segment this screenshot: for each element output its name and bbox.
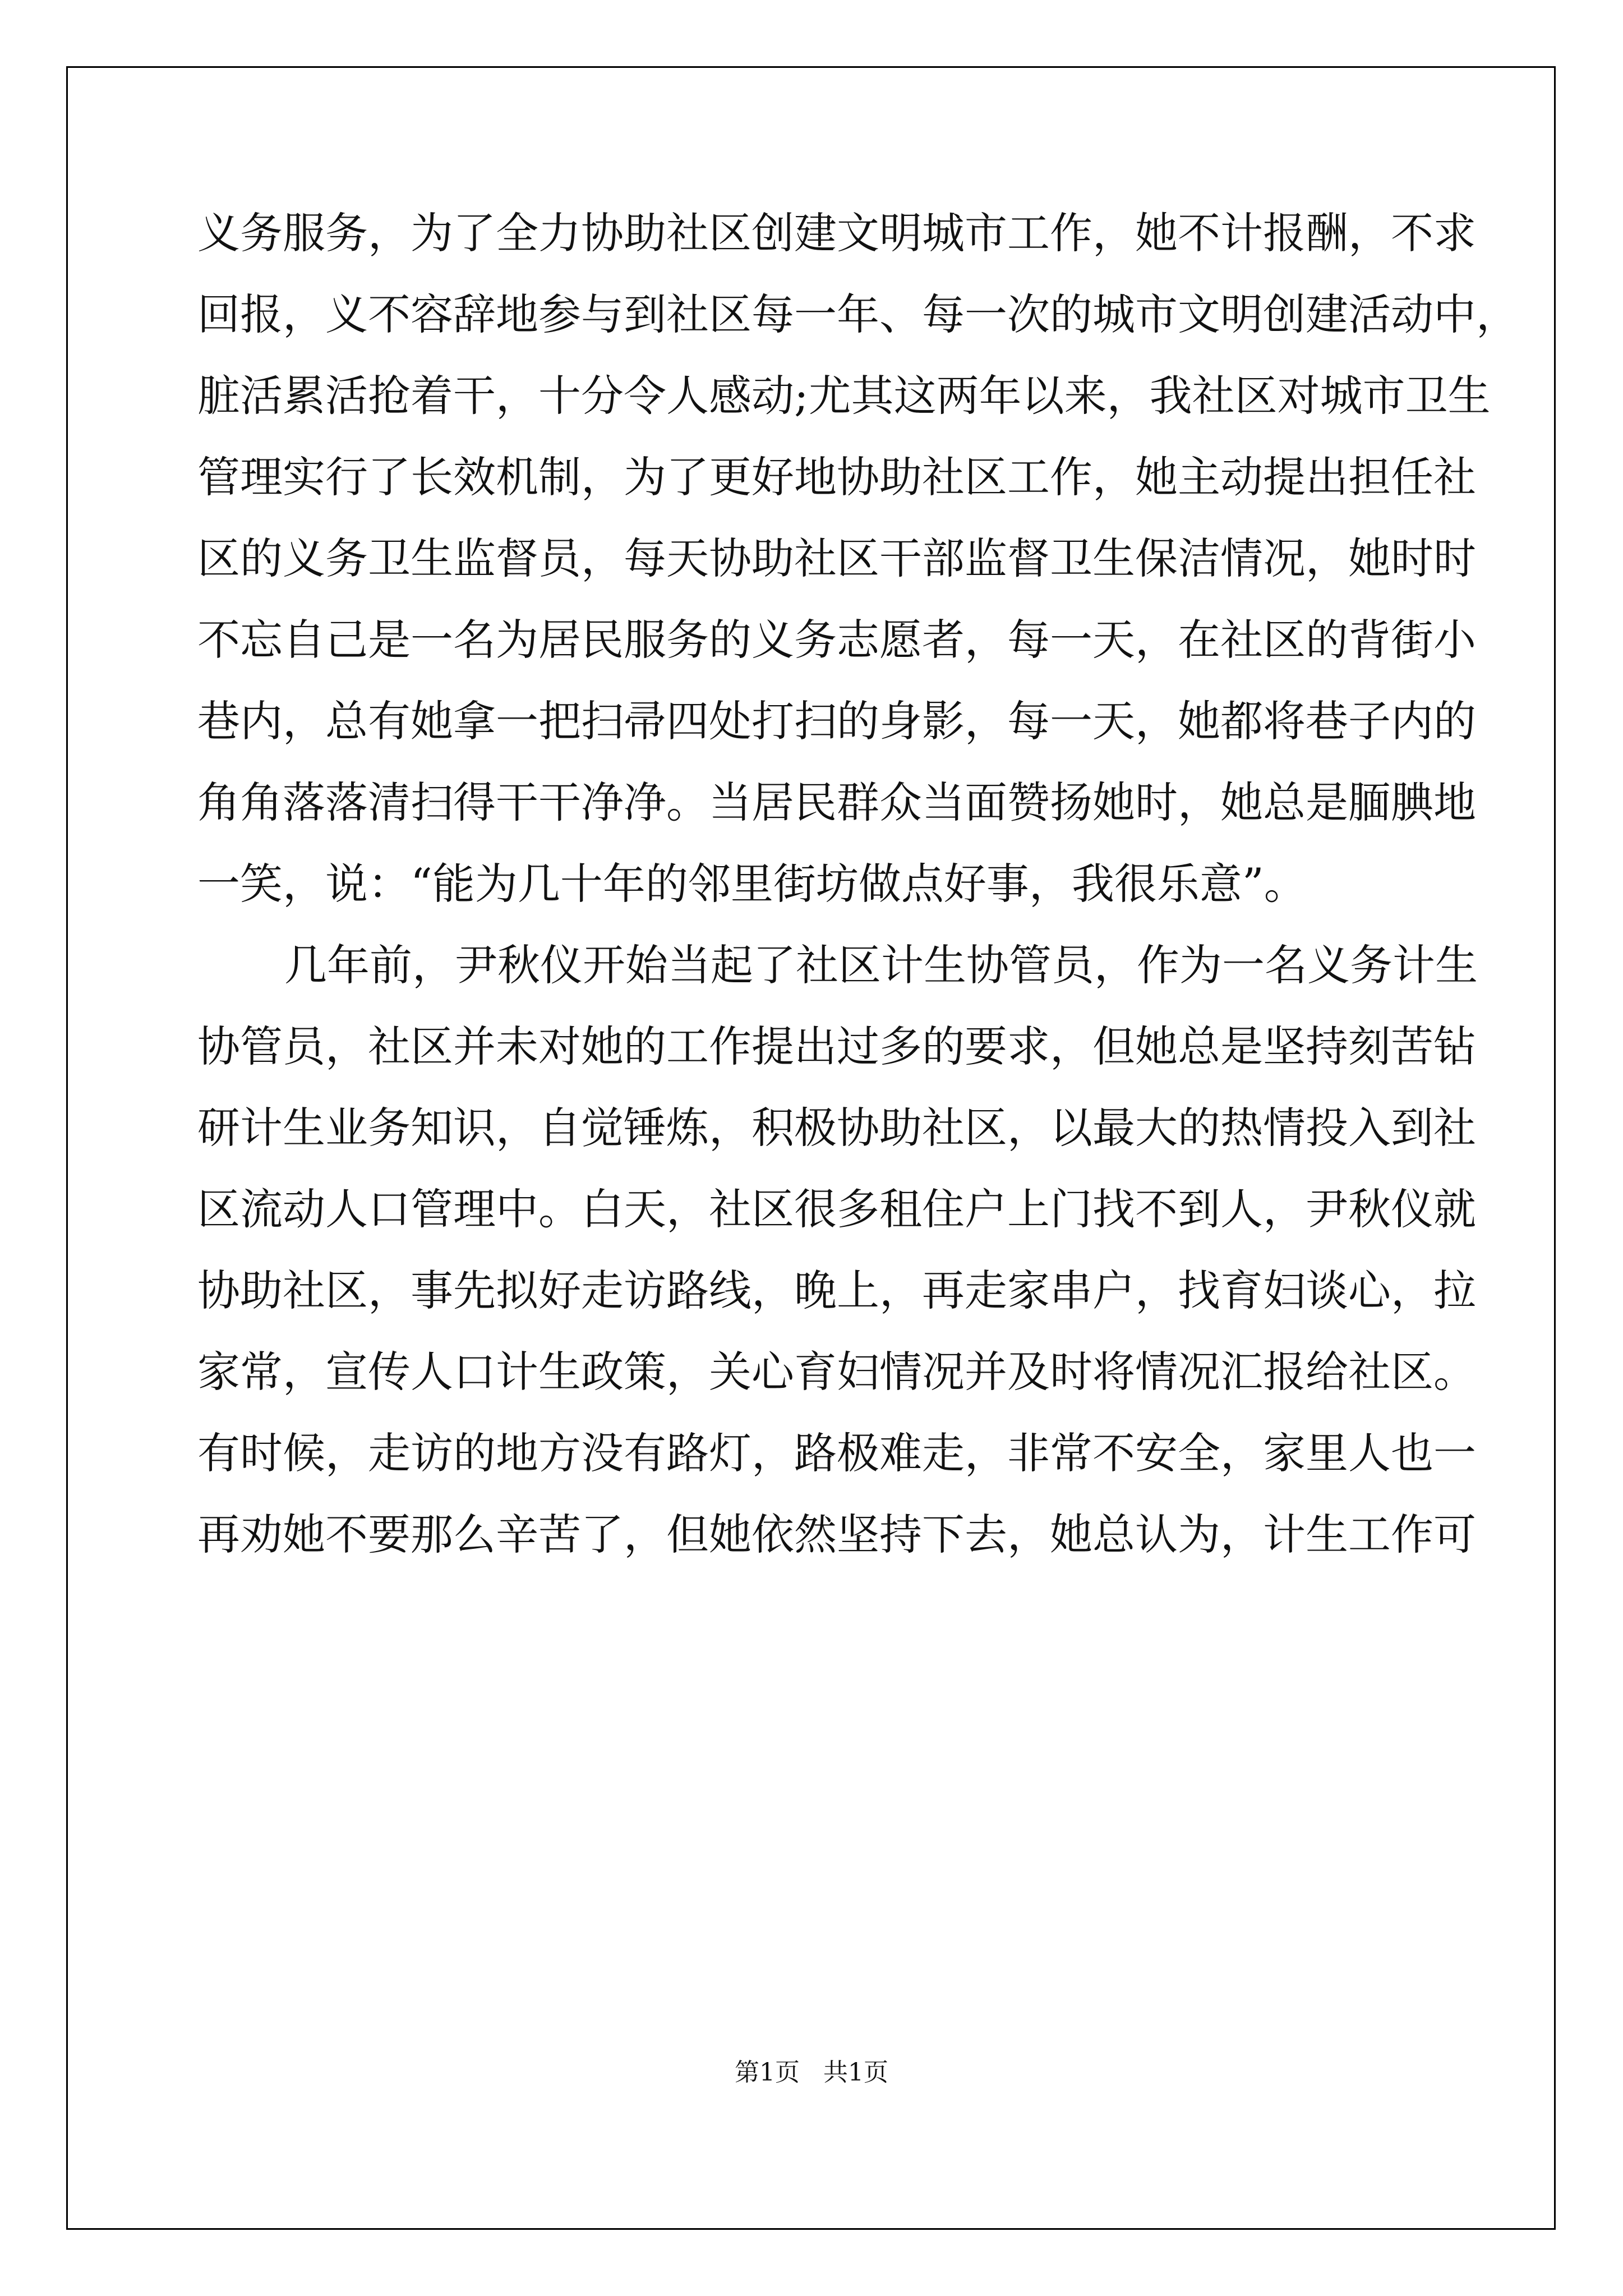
page-footer: 第1页 共1页: [735, 2058, 888, 2087]
paragraph-1: [197, 208, 1519, 944]
text-line: 协管员，社区并未对她的工作提出过多的要求，但她总是坚持刻苦钻: [197, 1022, 1476, 1071]
text-line: 回报，义不容辞地参与到社区每一年、每一次的城市文明创建活动中，: [197, 289, 1519, 339]
text-line: 家常，宣传人口计生政策，关心育妇情况并及时将情况汇报给社区。: [197, 1347, 1476, 1397]
text-line: 义务服务，为了全力协助社区创建文明城市工作，她不计报酬，不求: [197, 208, 1476, 258]
text-line: 区的义务卫生监督员，每天协助社区干部监督卫生保洁情况，她时时: [197, 533, 1476, 583]
text-line: 协助社区，事先拟好走访路线，晚上，再走家串户，找育妇谈心，拉: [197, 1266, 1476, 1315]
text-line: 不忘自己是一名为居民服务的义务志愿者，每一天，在社区的背街小: [197, 615, 1476, 665]
document-body: [197, 208, 1519, 1595]
text-line: 管理实行了长效机制，为了更好地协助社区工作，她主动提出担任社: [197, 452, 1476, 502]
text-line: 区流动人口管理中。白天，社区很多租住户上门找不到人，尹秋仪就: [197, 1184, 1476, 1234]
text-line: 角角落落清扫得干干净净。当居民群众当面赞扬她时，她总是腼腆地: [197, 777, 1476, 827]
text-line: 研计生业务知识，自觉锤炼，积极协助社区，以最大的热情投入到社: [197, 1103, 1476, 1153]
text-line: 脏活累活抢着干，十分令人感动;尤其这两年以来，我社区对城市卫生: [197, 371, 1491, 421]
paragraph-2: [197, 940, 1478, 1595]
text-line: 一笑，说：“能为几十年的邻里街坊做点好事，我很乐意”。: [197, 859, 1307, 909]
text-line: 有时候，走访的地方没有路灯，路极难走，非常不安全，家里人也一: [197, 1428, 1476, 1478]
text-line: 巷内，总有她拿一把扫帚四处打扫的身影，每一天，她都将巷子内的: [197, 696, 1476, 746]
text-line: 再劝她不要那么辛苦了，但她依然坚持下去，她总认为，计生工作可: [197, 1510, 1476, 1559]
text-line: 几年前，尹秋仪开始当起了社区计生协管员，作为一名义务计生: [284, 940, 1478, 990]
